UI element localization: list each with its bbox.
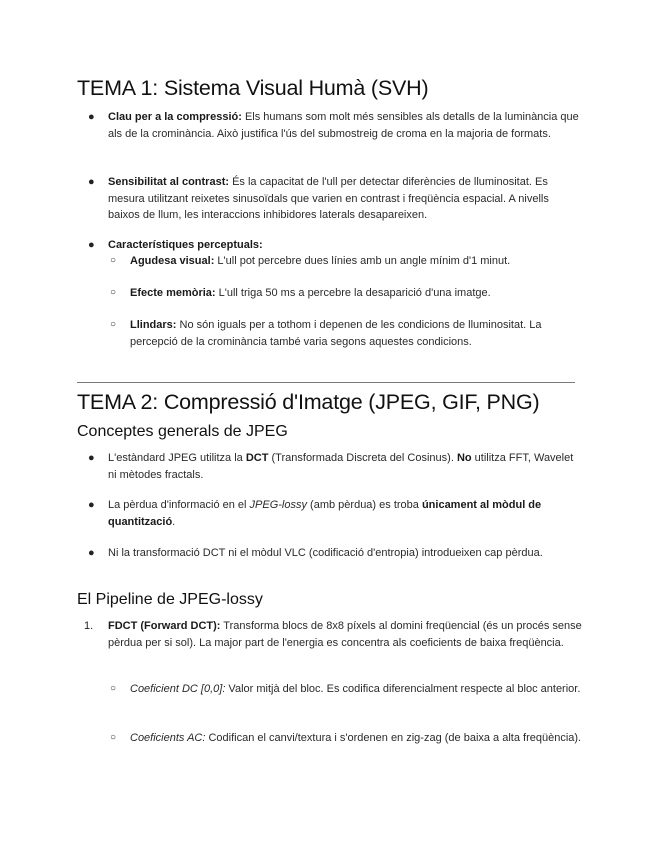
text-run: Ni la transformació DCT ni el mòdul VLC (codificació d'entropia) introdueixen cap pèrdua. <box>108 547 543 559</box>
sub-bullet-label: Coeficient DC [0,0]: <box>130 683 226 695</box>
sub-bullet-label: Agudesa visual: <box>130 255 215 267</box>
sub-bullet-label: Llindars: <box>130 319 177 331</box>
sub-bullet-label: Efecte memòria: <box>130 287 216 299</box>
step-text: Transforma blocs de 8x8 píxels al domini freqüencial (és un procés sense pèrdua per si sol). La major part de l'energia es concentra als coeficients de baixa freqüència. <box>108 620 582 649</box>
sub-list-item <box>110 681 583 698</box>
sub-bullet-text: Valor mitjà del bloc. Es codifica diferencialment respecte al bloc anterior. <box>225 683 581 695</box>
sub-bullet-icon: ○ <box>110 732 117 743</box>
sub-list-item <box>110 285 583 302</box>
sub-list-item <box>110 253 583 270</box>
bold-run: DCT <box>245 452 269 464</box>
sub-bullet-icon: ○ <box>110 287 117 298</box>
sub-bullet-text: No són iguals per a tothom i depenen de les condicions de lluminositat. La percepció de la crominància també varia segons aquestes condicions. <box>130 319 542 348</box>
tema2-title: TEMA 2: Compressió d'Imatge (JPEG, GIF, PNG) <box>77 390 540 414</box>
list-item <box>88 450 583 483</box>
sub-bullet-text: L'ull pot percebre dues línies amb un angle mínim d'1 minut. <box>214 255 511 267</box>
bullet-icon: ● <box>88 452 95 464</box>
bold-run: No <box>456 452 472 464</box>
bullet-label: Característiques perceptuals: <box>108 239 263 251</box>
bullet-text: És la capacitat de l'ull per detectar diferències de lluminositat. Es mesura utilitzant reixetes sinusoïdals que varien en contrast i freqüència espacial. A nivells baixos de llum, les interaccions inhibidores laterals desapareixen. <box>108 176 549 221</box>
bullet-label: Sensibilitat al contrast: <box>108 176 230 188</box>
bullet-text: Els humans som molt més sensibles als detalls de la luminància que als de la crominància. Això justifica l'ús del submostreig de croma en la majoria de formats. <box>108 111 579 140</box>
section-heading-jpeg-concepts: Conceptes generals de JPEG <box>77 423 288 440</box>
section-divider <box>77 382 575 383</box>
sub-bullet-text: L'ull triga 50 ms a percebre la desaparició d'una imatge. <box>215 287 491 299</box>
list-item <box>88 237 583 254</box>
step-number: 1. <box>84 620 94 632</box>
text-run: La pèrdua d'informació en el <box>108 499 250 511</box>
list-item <box>88 497 583 530</box>
bold-run: únicament al mòdul de quantització <box>108 499 542 528</box>
text-run: (amb pèrdua) es troba <box>307 499 422 511</box>
text-run: . <box>172 515 176 528</box>
list-item <box>88 174 583 224</box>
text-run: L'estàndard JPEG utilitza la <box>108 452 246 464</box>
bullet-icon: ● <box>88 111 95 123</box>
numbered-item <box>84 618 583 651</box>
tema1-title: TEMA 1: Sistema Visual Humà (SVH) <box>77 76 429 100</box>
sub-bullet-icon: ○ <box>110 319 117 330</box>
list-item <box>88 109 583 142</box>
text-run: utilitza FFT, Wavelet ni mètodes fractals. <box>108 452 574 481</box>
bullet-icon: ● <box>88 499 95 511</box>
bullet-icon: ● <box>88 547 95 559</box>
sub-bullet-label: Coeficients AC: <box>130 732 206 744</box>
section-heading-jpeg-pipeline: El Pipeline de JPEG-lossy <box>77 591 263 608</box>
text-run: (Transformada Discreta del Cosinus). <box>268 452 457 464</box>
sub-list-item <box>110 730 583 747</box>
sub-bullet-text: Codifican el canvi/textura i s'ordenen en zig-zag (de baixa a alta freqüència). <box>205 732 582 744</box>
bullet-icon: ● <box>88 239 95 251</box>
step-label: FDCT (Forward DCT): <box>108 620 221 632</box>
bullet-label: Clau per a la compressió: <box>108 111 242 123</box>
sub-bullet-icon: ○ <box>110 255 117 266</box>
list-item <box>88 545 583 562</box>
bullet-icon: ● <box>88 176 95 188</box>
sub-bullet-icon: ○ <box>110 683 117 694</box>
italic-run: JPEG-lossy <box>249 499 307 511</box>
sub-list-item <box>110 317 583 350</box>
